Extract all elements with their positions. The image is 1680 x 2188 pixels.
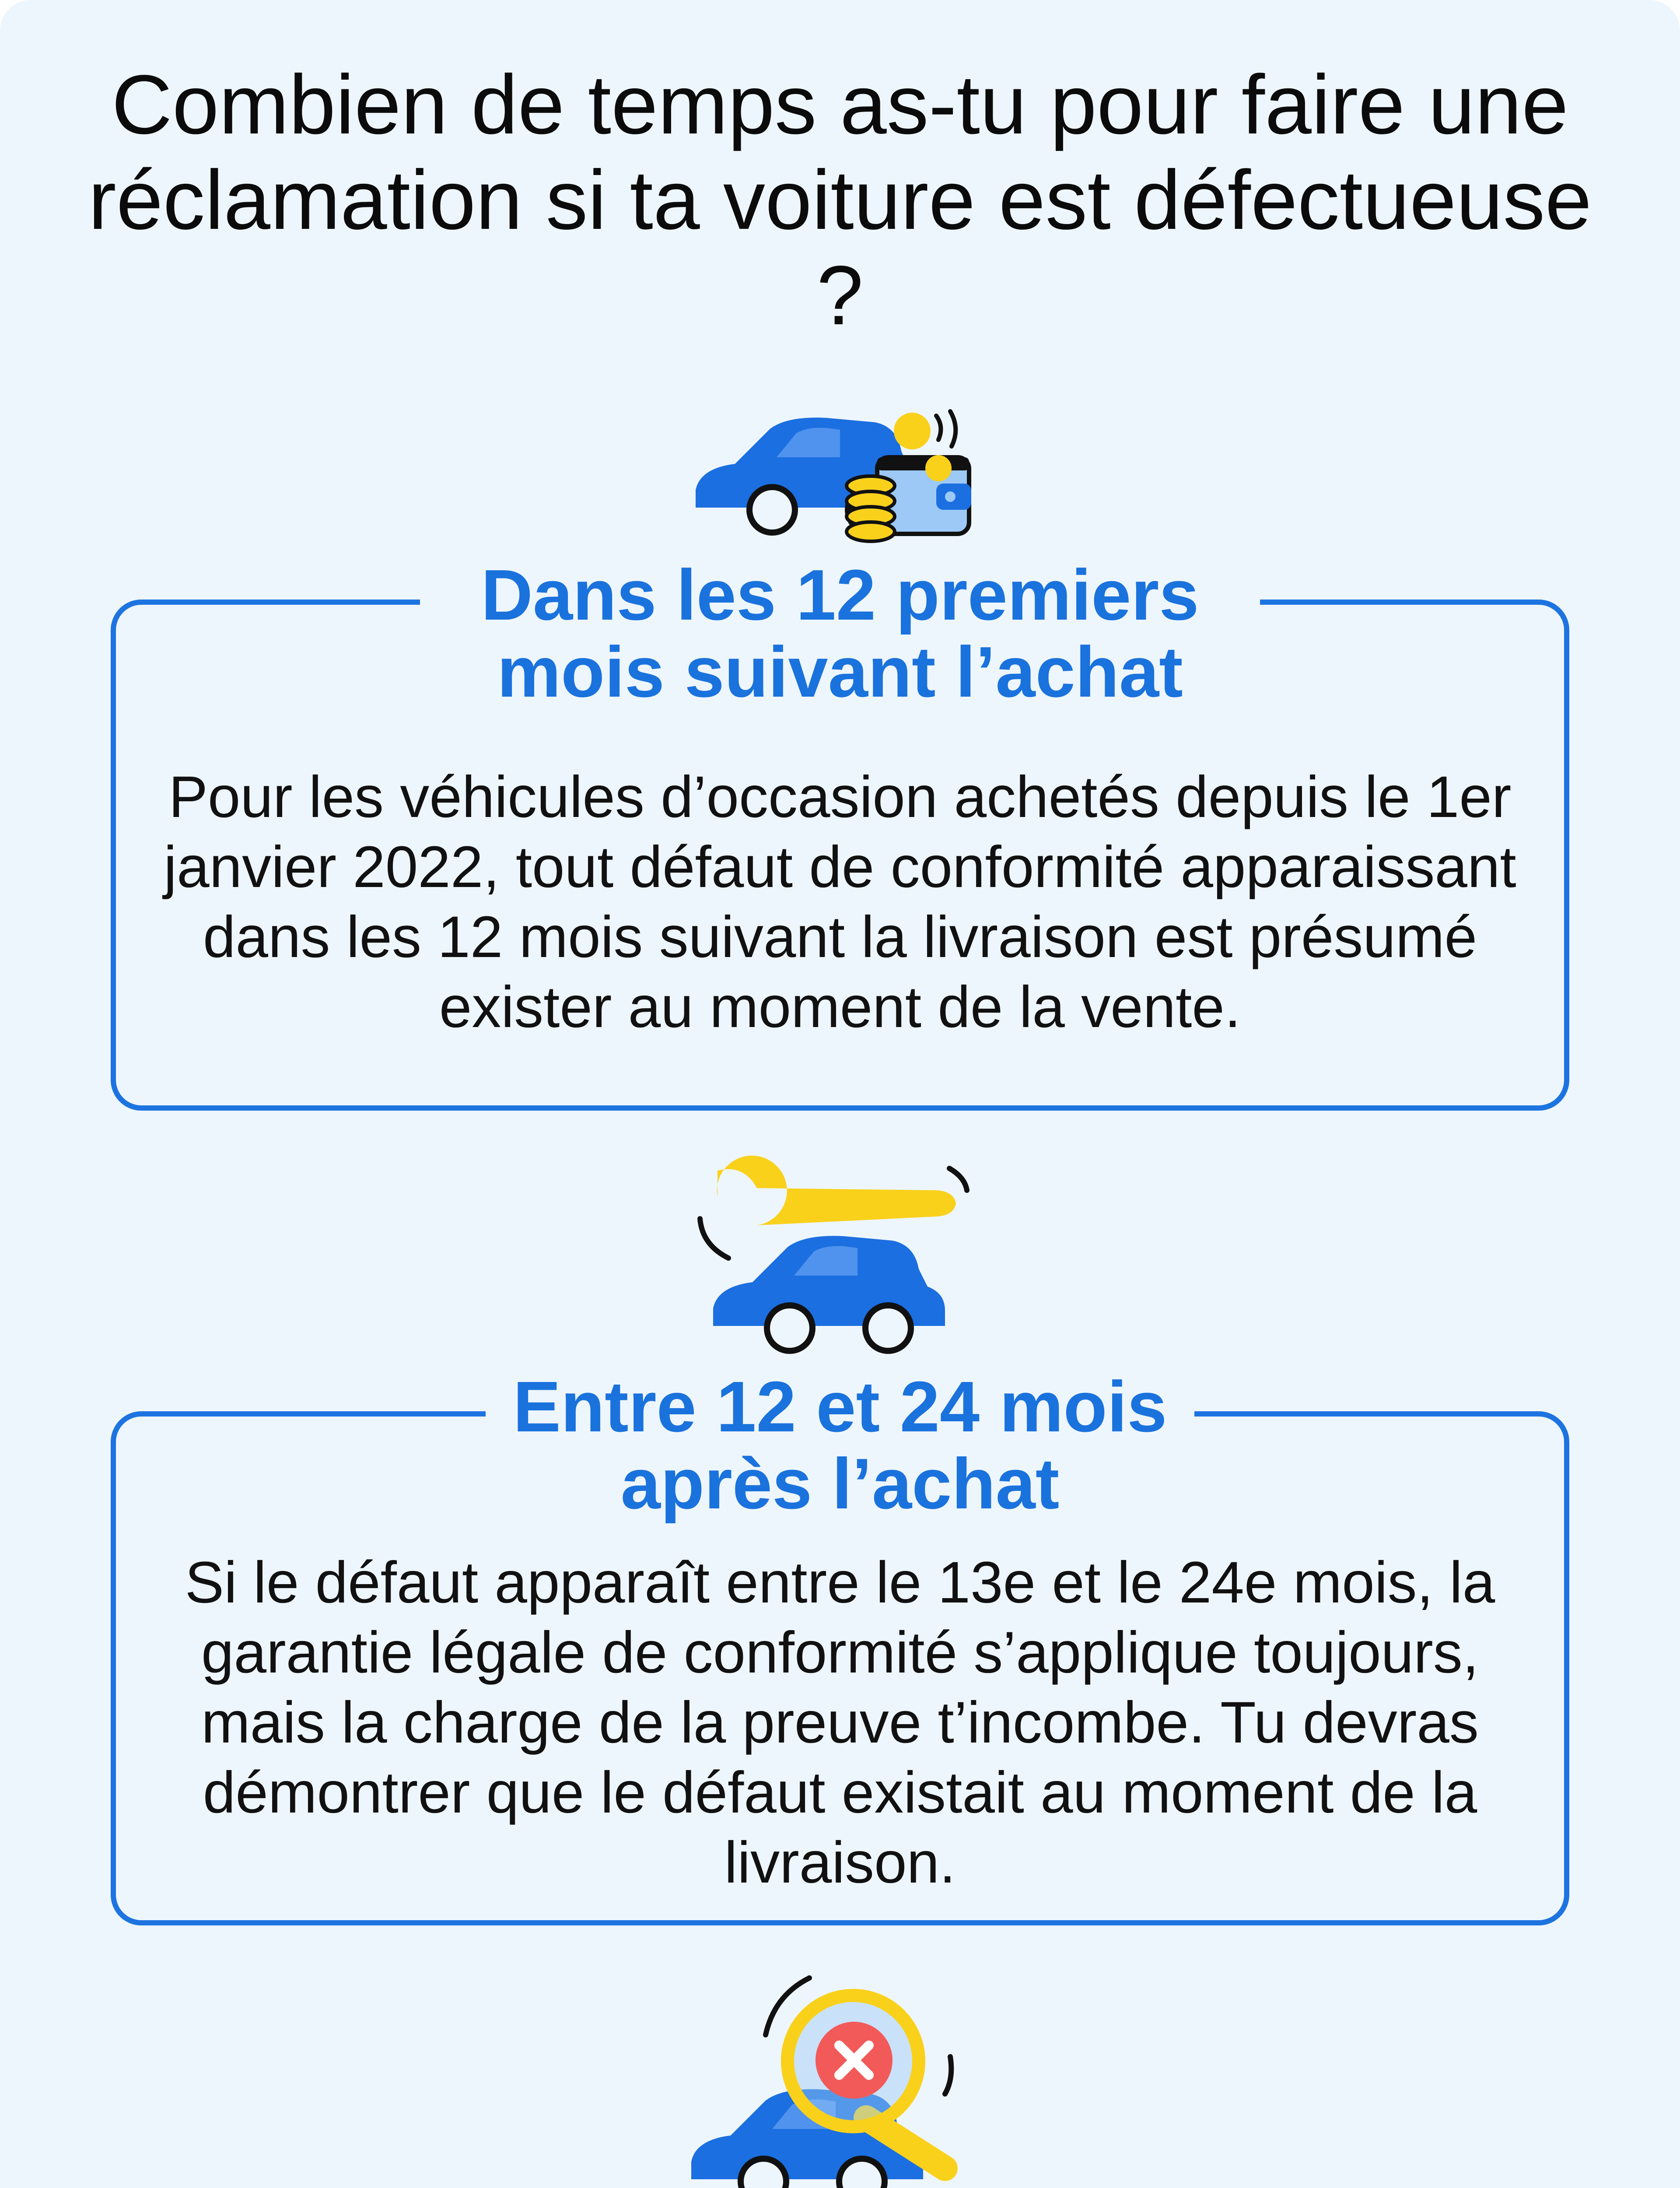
section-box-2 [111,1367,1569,1925]
section-box-1 [111,555,1569,1111]
car-wrench-icon [691,1155,998,1357]
car-wallet-coins-icon [682,403,998,551]
page-title: Combien de temps as-tu pour faire une réclamation si ta voiture est défectueuse ? [88,57,1592,342]
section-heading-2: Entre 12 et 24 mois après l’achat [486,1368,1194,1522]
car-magnifier-x-icon [682,1969,998,2188]
section-heading-1: Dans les 12 premiers mois suivant l’achat [420,557,1260,711]
section-text-2: Si le défaut apparaît entre le 13e et le 24e mois, la garantie légale de conformité s’applique toujours, mais la charge de la preuve t’incombe. Tu devras démontrer que le défaut existait au moment de la livraison. [185,1550,1495,1895]
section-text-1: Pour les véhicules d’occasion achetés depuis le 1er janvier 2022, tout défaut de conformité apparaissant dans les 12 mois suivant la livraison est présumé exister au moment de la vente. [164,764,1516,1040]
